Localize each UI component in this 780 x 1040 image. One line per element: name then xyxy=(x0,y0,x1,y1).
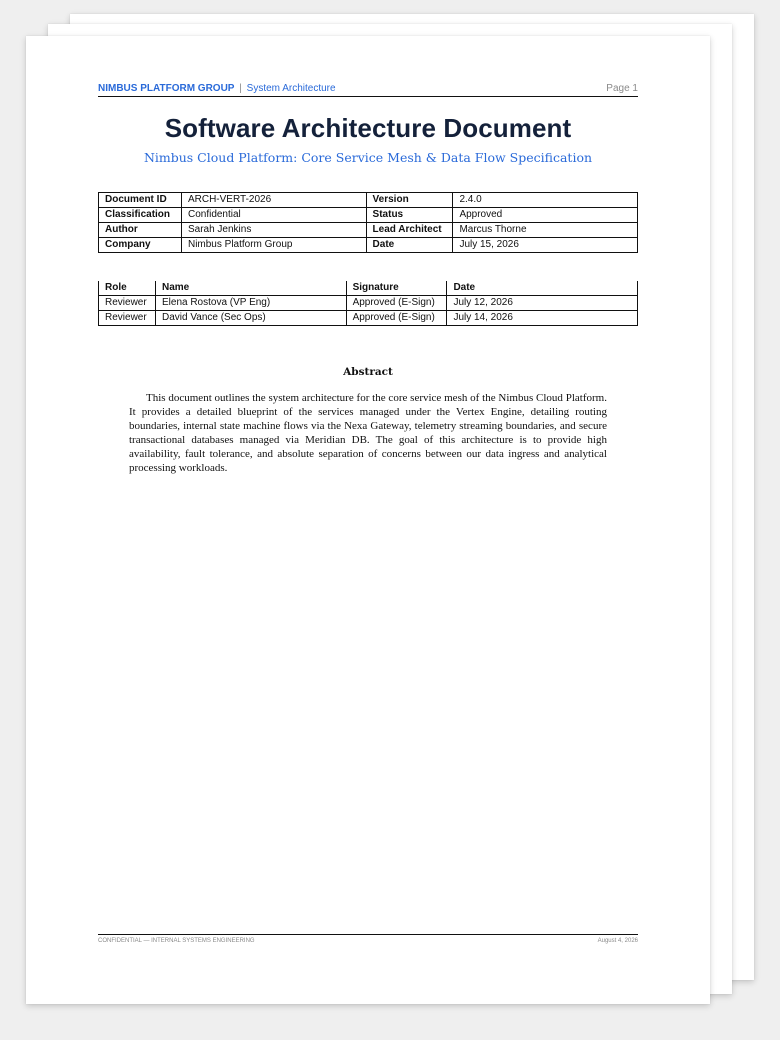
meta-key: Classification xyxy=(99,208,182,223)
table-row xyxy=(99,208,638,223)
metadata-table xyxy=(98,192,638,253)
running-header xyxy=(98,80,638,97)
abstract-heading: Abstract xyxy=(343,366,393,378)
review-signature: Approved (E-Sign) xyxy=(346,296,447,311)
page-content xyxy=(98,80,638,475)
meta-value: ARCH-VERT-2026 xyxy=(181,193,366,208)
footer-confidentiality: CONFIDENTIAL — INTERNAL SYSTEMS ENGINEERING xyxy=(98,938,255,944)
meta-value: Nimbus Platform Group xyxy=(181,238,366,253)
meta-key: Date xyxy=(366,238,453,253)
table-row xyxy=(99,296,638,311)
meta-value: Marcus Thorne xyxy=(453,223,638,238)
meta-value: Sarah Jenkins xyxy=(181,223,366,238)
review-role: Reviewer xyxy=(99,296,156,311)
meta-key: Document ID xyxy=(99,193,182,208)
column-header: Role xyxy=(99,281,156,296)
table-row xyxy=(99,193,638,208)
review-role: Reviewer xyxy=(99,311,156,326)
table-row xyxy=(99,238,638,253)
document-subtitle: Nimbus Cloud Platform: Core Service Mesh & Data Flow Specification xyxy=(143,150,593,165)
column-header: Name xyxy=(155,281,346,296)
meta-value: 2.4.0 xyxy=(453,193,638,208)
meta-key: Author xyxy=(99,223,182,238)
meta-value: Confidential xyxy=(181,208,366,223)
meta-key: Lead Architect xyxy=(366,223,453,238)
review-name: Elena Rostova (VP Eng) xyxy=(155,296,346,311)
review-date: July 14, 2026 xyxy=(447,311,638,326)
column-header: Date xyxy=(447,281,638,296)
review-signature: Approved (E-Sign) xyxy=(346,311,447,326)
table-row xyxy=(99,311,638,326)
page-number: Page 1 xyxy=(606,83,638,94)
column-header: Signature xyxy=(346,281,447,296)
header-left xyxy=(98,83,336,94)
running-footer xyxy=(98,934,638,944)
review-date: July 12, 2026 xyxy=(447,296,638,311)
header-org: NIMBUS PLATFORM GROUP xyxy=(98,83,235,94)
review-name: David Vance (Sec Ops) xyxy=(155,311,346,326)
table-header-row xyxy=(99,281,638,296)
header-section: System Architecture xyxy=(246,83,336,94)
meta-value: July 15, 2026 xyxy=(453,238,638,253)
header-separator: | xyxy=(239,83,242,94)
review-table xyxy=(98,281,638,326)
document-page xyxy=(26,36,710,1004)
footer-date: August 4, 2026 xyxy=(597,938,638,944)
abstract-body: This document outlines the system architecture for the core service mesh of the Nimbus Cloud Platform. It provides a detailed blueprint of the services managed under the Vertex Engine, detailing routing boundaries, internal state machine flows via the Nexa Gateway, telemetry streaming boundaries, and secure transactional databases managed via Meridian DB. The goal of this architecture is to provide high availability, fault tolerance, and absolute separation of concerns between our data ingress and analytical processing workloads. xyxy=(129,392,607,474)
meta-key: Company xyxy=(99,238,182,253)
meta-key: Version xyxy=(366,193,453,208)
meta-value: Approved xyxy=(453,208,638,223)
table-row xyxy=(99,223,638,238)
meta-key: Status xyxy=(366,208,453,223)
document-title: Software Architecture Document xyxy=(164,113,572,143)
